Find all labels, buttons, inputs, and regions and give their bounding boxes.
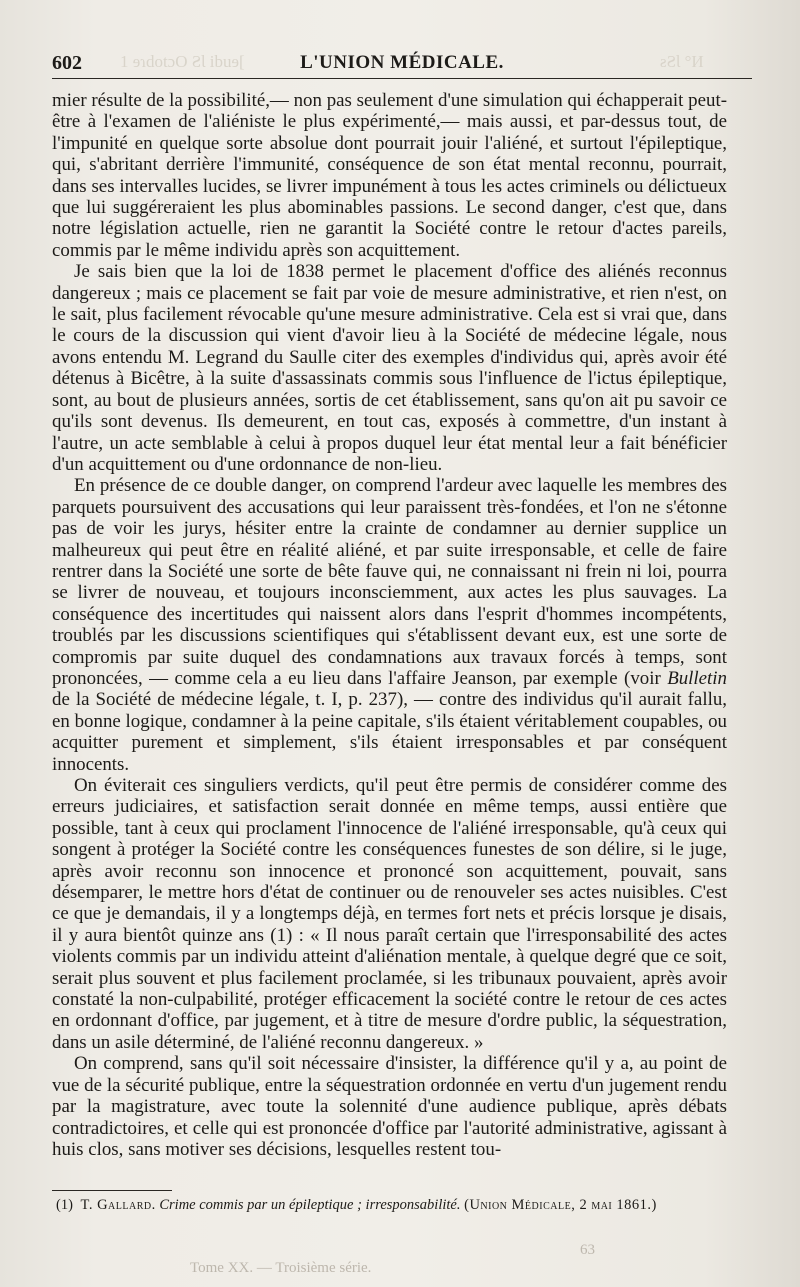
- running-title: L'UNION MÉDICALE.: [300, 52, 504, 73]
- show-through-text: 1 ɘɿdotɔO ƧƖ ibuɘ[: [120, 52, 245, 71]
- show-through-text: 63: [580, 1242, 595, 1258]
- page-header: [52, 48, 752, 79]
- footnote-marker: (1): [56, 1197, 73, 1213]
- footnote-title: Crime commis par un épileptique ; irresponsabilité.: [159, 1197, 461, 1213]
- paragraph: Je sais bien que la loi de 1838 permet le placement d'office des aliénés reconnus dangereux ; mais ce placement se fait par voie de mesure administrative, et rien n'est, on le sait, plus facilement révocable qu'une mesure administrative. Cela est si vrai que, dans le cours de la discussion qui vient d'avoir lieu à la Société de médecine légale, nous avons entendu M. Legrand du Saulle citer des exemples d'individus qui, après avoir été détenus à Bicêtre, à la suite d'assassinats commis sous l'influence de l'ictus épileptique, sont, au bout de plusieurs années, sortis de cet établissement, sans qu'on ait pu savoir ce qu'ils sont devenus. Ils demeurent, en tout cas, exposés à commettre, d'un instant à l'autre, un acte semblable à celui à propos duquel leur état mental leur a fait bénéficier d'un acquittement ou d'une ordonnance de non-lieu.: [52, 261, 727, 475]
- paragraph: En présence de ce double danger, on comprend l'ardeur avec laquelle les membres des parquets poursuivent des accusations qui leur paraissent très-fondées, et l'on ne s'étonne pas de voir les jurys, hésiter entre la crainte de condamner au dernier supplice un malheureux qui peut être en réalité aliéné, et par suite irresponsable, et celle de faire rentrer dans la Société une sorte de bête fauve qui, ne connaissant ni frein ni loi, pourra se livrer de nouveau, et toujours inconsciemment, aux actes les plus sauvages. La conséquence des incertitudes qui naissent alors dans l'esprit d'hommes incompétents, troublés par les discussions scientifiques qui s'établissent devant eux, est une sorte de compromis par suite duquel des condamnations aux travaux forcés à temps, sont prononcées, — comme cela a eu lieu dans l'affaire Jeanson, par exemple (voir Bulletin de la Société de médecine légale, t. I, p. 237), — contre des individus qu'il aurait fallu, en bonne logique, condamner à la peine capitale, s'ils étaient véritablement coupables, ou acquitter purement et simplement, s'ils étaient irresponsables et par conséquent innocents.: [52, 475, 727, 775]
- footnote-author: T. Gallard.: [80, 1197, 156, 1213]
- show-through-text: Tome XX. — Troisième série.: [190, 1260, 372, 1276]
- footnote-rule: [52, 1190, 172, 1191]
- footnote: [56, 1196, 726, 1215]
- italic-reference: Bulletin: [667, 667, 727, 689]
- show-through-text: ƨƧƖ °И: [660, 52, 704, 71]
- paragraph: On éviterait ces singuliers verdicts, qu'il peut être permis de considérer comme des erreurs judiciaires, et satisfaction serait donnée en même temps, aussi entière que possible, tant à ceux qui proclament l'innocence de l'aliéné irresponsable, qu'à ceux qui songent à protéger la Société contre les conséquences funestes de son délire, si le juge, après avoir reconnu son innocence et prononcé son acquittement, pouvait, sans désemparer, le mettre hors d'état de continuer ou de renouveler ses actes nuisibles. C'est ce que je demandais, il y a longtemps déjà, en termes fort nets et précis lorsque je disais, il y aura bientôt quinze ans (1) : « Il nous paraît certain que l'irresponsabilité des actes violents commis par un individu atteint d'aliénation mentale, à quelque degré que ce soit, serait plus souvent et plus facilement proclamée, si les tribunaux pouvaient, après avoir constaté la non-culpabilité, protéger efficacement la société contre le retour de ces actes en ordonnant d'office, par jugement, et à titre de mesure d'ordre public, la séquestration, dans un asile déterminé, de l'aliéné reconnu dangereux. »: [52, 775, 727, 1053]
- paragraph: mier résulte de la possibilité,— non pas seulement d'une simulation qui échapperait peut-être à l'examen de l'aliéniste le plus expérimenté,— mais aussi, et par-dessus tout, de l'impunité en quelque sorte absolue dont pourrait jouir l'aliéné, et surtout l'épileptique, qui, s'abritant derrière l'immunité, conséquence de son état mental reconnu, pourrait, dans ses intervalles lucides, se livrer impunément à tous les actes criminels ou délictueux que lui suggéreraient les plus abominables passions. Le second danger, c'est que, dans notre législation actuelle, rien ne garantit la Société contre le retour d'actes pareils, commis par le même individu après son acquittement.: [52, 90, 727, 261]
- paragraph: On comprend, sans qu'il soit nécessaire d'insister, la différence qu'il y a, au point de vue de la sécurité publique, entre la séquestration ordonnée en vertu d'un jugement rendu par la magistrature, avec toute la solennité d'une audience publique, après débats contradictoires, et celle qui est prononcée d'office par l'autorité administrative, agissant à huis clos, sans motiver ses décisions, lesquelles restent tou-: [52, 1053, 727, 1160]
- body-text: [52, 90, 727, 1160]
- page-number: 602: [52, 52, 82, 74]
- footnote-source: (Union Médicale, 2 mai 1861.): [464, 1197, 657, 1213]
